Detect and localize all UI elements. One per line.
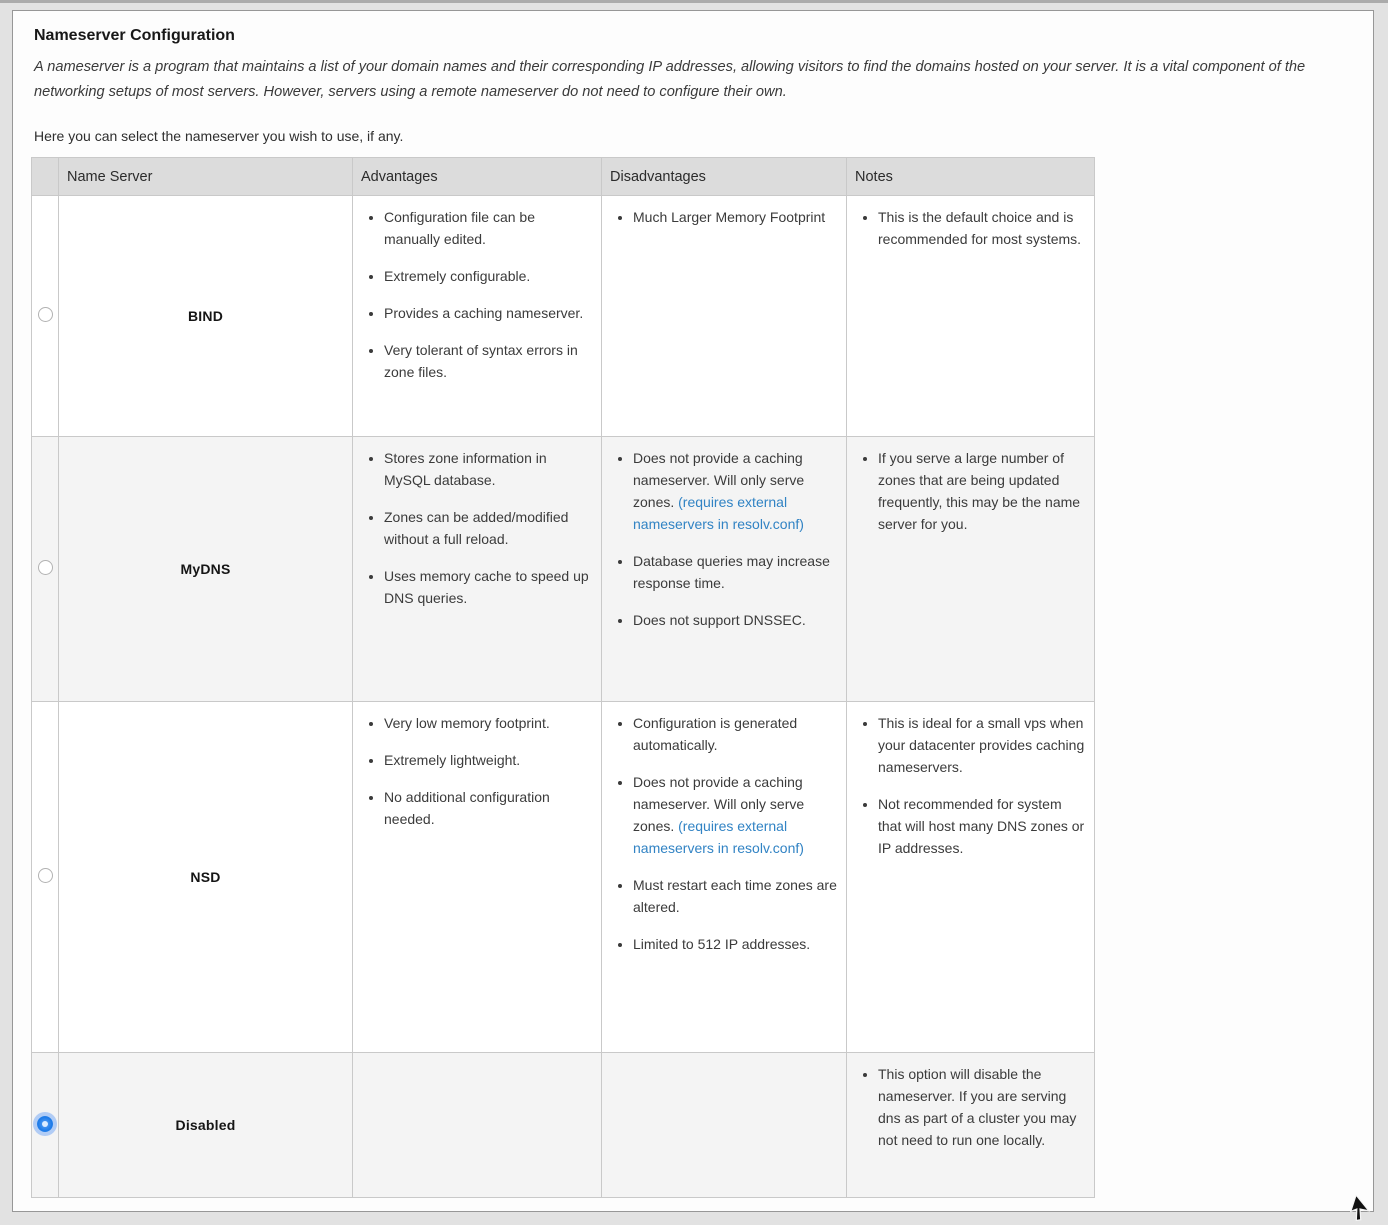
note-item: • This is the default choice and is recommended for most systems. <box>878 206 1086 250</box>
nameserver-name-disabled: Disabled <box>59 1053 353 1198</box>
mouse-cursor-icon <box>1350 1195 1378 1225</box>
radio-mydns[interactable] <box>38 560 53 575</box>
page-description: A nameserver is a program that maintains a list of your domain names and their corresponding IP addresses, allowing visitors to find the domains hosted on your server. It is a vital component of the networking setups of most servers. However, servers using a remote nameserver do not need to configure their own. <box>34 59 1306 100</box>
notes-cell <box>847 1053 1095 1198</box>
radio-cell <box>32 196 59 437</box>
advantages-column-header: Advantages <box>353 158 602 196</box>
disadvantage-item: • Database queries may increase response time. <box>633 550 838 594</box>
note-item: • This option will disable the nameserver. If you are serving dns as part of a cluster you may not need to run one locally. <box>878 1063 1086 1151</box>
disadvantages-cell <box>602 1053 847 1198</box>
advantages-cell <box>353 702 602 1053</box>
nameserver-name-bind: BIND <box>59 196 353 437</box>
disadvantages-cell <box>602 702 847 1053</box>
notes-cell <box>847 196 1095 437</box>
nameserver-config-panel <box>12 10 1374 1212</box>
advantage-item: • Extremely lightweight. <box>384 749 593 771</box>
table-row-disabled <box>32 1053 1095 1198</box>
notes-column-header: Notes <box>847 158 1095 196</box>
advantage-item: • Configuration file can be manually edited. <box>384 206 593 250</box>
advantage-item: • Very tolerant of syntax errors in zone files. <box>384 339 593 383</box>
advantage-item: • Provides a caching nameserver. <box>384 302 593 324</box>
radio-nsd[interactable] <box>38 868 53 883</box>
notes-cell <box>847 702 1095 1053</box>
advantage-item: • Uses memory cache to speed up DNS queries. <box>384 565 593 609</box>
advantage-item: • Very low memory footprint. <box>384 712 593 734</box>
selection-instruction: Here you can select the nameserver you wish to use, if any. <box>34 128 404 144</box>
note-item: • If you serve a large number of zones that are being updated frequently, this may be the name server for you. <box>878 447 1086 535</box>
resolv-conf-link[interactable]: (requires external nameservers in resolv.conf) <box>633 494 804 532</box>
disadvantage-item: • Must restart each time zones are altered. <box>633 874 838 918</box>
nameserver-name-mydns: MyDNS <box>59 437 353 702</box>
disadvantages-cell <box>602 437 847 702</box>
name-server-column-header: Name Server <box>59 158 353 196</box>
advantages-cell <box>353 196 602 437</box>
note-item: • This is ideal for a small vps when your datacenter provides caching nameservers. <box>878 712 1086 778</box>
disadvantages-cell <box>602 196 847 437</box>
note-item: • Not recommended for system that will host many DNS zones or IP addresses. <box>878 793 1086 859</box>
table-row-nsd <box>32 702 1095 1053</box>
disadvantage-item: • Configuration is generated automatically. <box>633 712 838 756</box>
disadvantage-item: • Limited to 512 IP addresses. <box>633 933 838 955</box>
advantages-cell <box>353 437 602 702</box>
nameserver-comparison-table <box>31 157 1095 1198</box>
radio-bind[interactable] <box>38 307 53 322</box>
disadvantage-item: • Does not provide a caching nameserver. Will only serve zones. (requires external nameservers in resolv.conf) <box>633 447 838 535</box>
radio-column-header <box>32 158 59 196</box>
resolv-conf-link[interactable]: (requires external nameservers in resolv.conf) <box>633 818 804 856</box>
table-row-bind <box>32 196 1095 437</box>
advantage-item: • No additional configuration needed. <box>384 786 593 830</box>
notes-cell <box>847 437 1095 702</box>
radio-cell <box>32 437 59 702</box>
page-title: Nameserver Configuration <box>34 27 235 44</box>
advantage-item: • Extremely configurable. <box>384 265 593 287</box>
advantage-item: • Stores zone information in MySQL database. <box>384 447 593 491</box>
disadvantage-item: • Much Larger Memory Footprint <box>633 206 838 228</box>
advantage-item: • Zones can be added/modified without a full reload. <box>384 506 593 550</box>
radio-cell <box>32 1053 59 1198</box>
radio-disabled[interactable] <box>37 1116 53 1132</box>
table-row-mydns <box>32 437 1095 702</box>
disadvantage-item: • Does not provide a caching nameserver. Will only serve zones. (requires external nameservers in resolv.conf) <box>633 771 838 859</box>
disadvantage-item: • Does not support DNSSEC. <box>633 609 838 631</box>
nameserver-name-nsd: NSD <box>59 702 353 1053</box>
radio-cell <box>32 702 59 1053</box>
advantages-cell <box>353 1053 602 1198</box>
disadvantages-column-header: Disadvantages <box>602 158 847 196</box>
table-header-row <box>32 158 1095 196</box>
